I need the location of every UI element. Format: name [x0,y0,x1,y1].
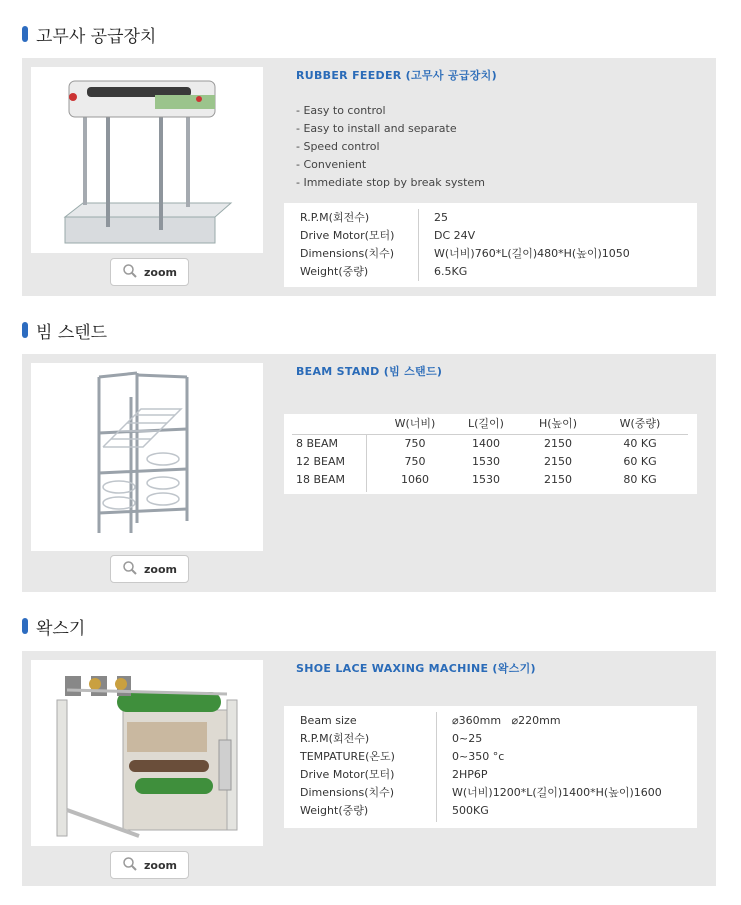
zoom-label: zoom [144,858,177,872]
product-image-beam-stand[interactable] [31,363,263,551]
table-row [284,471,697,489]
spec-key: Drive Motor(모터) [300,229,395,242]
spec-row [284,748,697,766]
table-row [284,453,697,471]
section-heading-text: 왁스기 [36,618,86,639]
heading-bar-icon [22,322,28,338]
spec-key: R.P.M(회전수) [300,211,370,224]
table-cell: 2150 [544,473,572,486]
zoom-label: zoom [144,562,177,576]
spec-value: 0~25 [452,732,483,745]
table-cell: 18 BEAM [296,473,346,486]
spec-key: Beam size [300,714,357,727]
spec-value: 6.5KG [434,265,468,278]
spec-row [284,784,697,802]
feature-item: - Speed control [296,140,380,153]
table-header-row [284,415,697,433]
spec-value: W(너비)1200*L(길이)1400*H(높이)1600 [452,786,662,799]
magnifier-icon [122,560,138,579]
table-cell: 40 KG [623,437,657,450]
heading-bar-icon [22,618,28,634]
table-cell: 60 KG [623,455,657,468]
spec-key: Dimensions(치수) [300,247,395,260]
spec-value: 2HP6P [452,768,488,781]
table-cell: 1400 [472,437,500,450]
table-cell: 1060 [401,473,429,486]
spec-value: 0~350 °c [452,750,505,763]
spec-table [284,203,697,287]
spec-table [284,706,697,828]
column-header: L(길이) [468,417,504,430]
spec-value: 25 [434,211,448,224]
heading-bar-icon [22,26,28,42]
spec-key: Drive Motor(모터) [300,768,395,781]
section-heading-text: 고무사 공급장치 [36,26,157,47]
feature-item: - Convenient [296,158,367,171]
feature-list [296,102,485,192]
feature-item: - Immediate stop by break system [296,176,485,189]
column-header: H(높이) [538,417,578,430]
spec-row [284,802,697,820]
table-cell: 750 [404,455,426,468]
spec-value: DC 24V [434,229,476,242]
product-image-waxing-machine[interactable] [31,660,263,846]
product-panel-rubber-feeder [22,58,716,296]
table-row [284,435,697,453]
zoom-label: zoom [144,265,177,279]
spec-row [284,766,697,784]
table-cell: 750 [404,437,426,450]
spec-row [284,227,697,245]
magnifier-icon [122,263,138,282]
spec-row [284,712,697,730]
product-title: BEAM STAND (빔 스탠드) [296,365,443,378]
magnifier-icon [122,856,138,875]
product-panel-beam-stand [22,354,716,592]
spec-key: R.P.M(회전수) [300,732,370,745]
table-cell: 2150 [544,437,572,450]
table-cell: 8 BEAM [296,437,339,450]
zoom-button[interactable] [110,555,189,583]
spec-row [284,263,697,281]
section-heading-waxing-machine [22,614,85,638]
section-heading-rubber-feeder [22,22,156,46]
table-cell: 2150 [544,455,572,468]
table-cell: 1530 [472,473,500,486]
spec-key: TEMPATURE(온도) [300,750,395,763]
product-title: RUBBER FEEDER (고무사 공급장치) [296,69,497,82]
feature-item: - Easy to install and separate [296,122,457,135]
spec-value: ⌀360mm ⌀220mm [452,714,561,727]
spec-value: W(너비)760*L(길이)480*H(높이)1050 [434,247,630,260]
column-header: W(중량) [619,417,661,430]
column-header: W(너비) [394,417,436,430]
spec-row [284,730,697,748]
feature-item: - Easy to control [296,104,386,117]
table-cell: 1530 [472,455,500,468]
spec-key: Weight(중량) [300,265,369,278]
spec-key: Dimensions(치수) [300,786,395,799]
spec-row [284,209,697,227]
zoom-button[interactable] [110,258,189,286]
product-title: SHOE LACE WAXING MACHINE (왁스기) [296,662,536,675]
product-image-rubber-feeder[interactable] [31,67,263,253]
product-panel-waxing-machine [22,651,716,886]
section-heading-text: 빔 스텐드 [36,322,108,343]
table-cell: 12 BEAM [296,455,346,468]
section-heading-beam-stand [22,318,107,342]
spec-key: Weight(중량) [300,804,369,817]
spec-row [284,245,697,263]
zoom-button[interactable] [110,851,189,879]
table-cell: 80 KG [623,473,657,486]
beam-spec-table [284,414,697,494]
spec-value: 500KG [452,804,489,817]
